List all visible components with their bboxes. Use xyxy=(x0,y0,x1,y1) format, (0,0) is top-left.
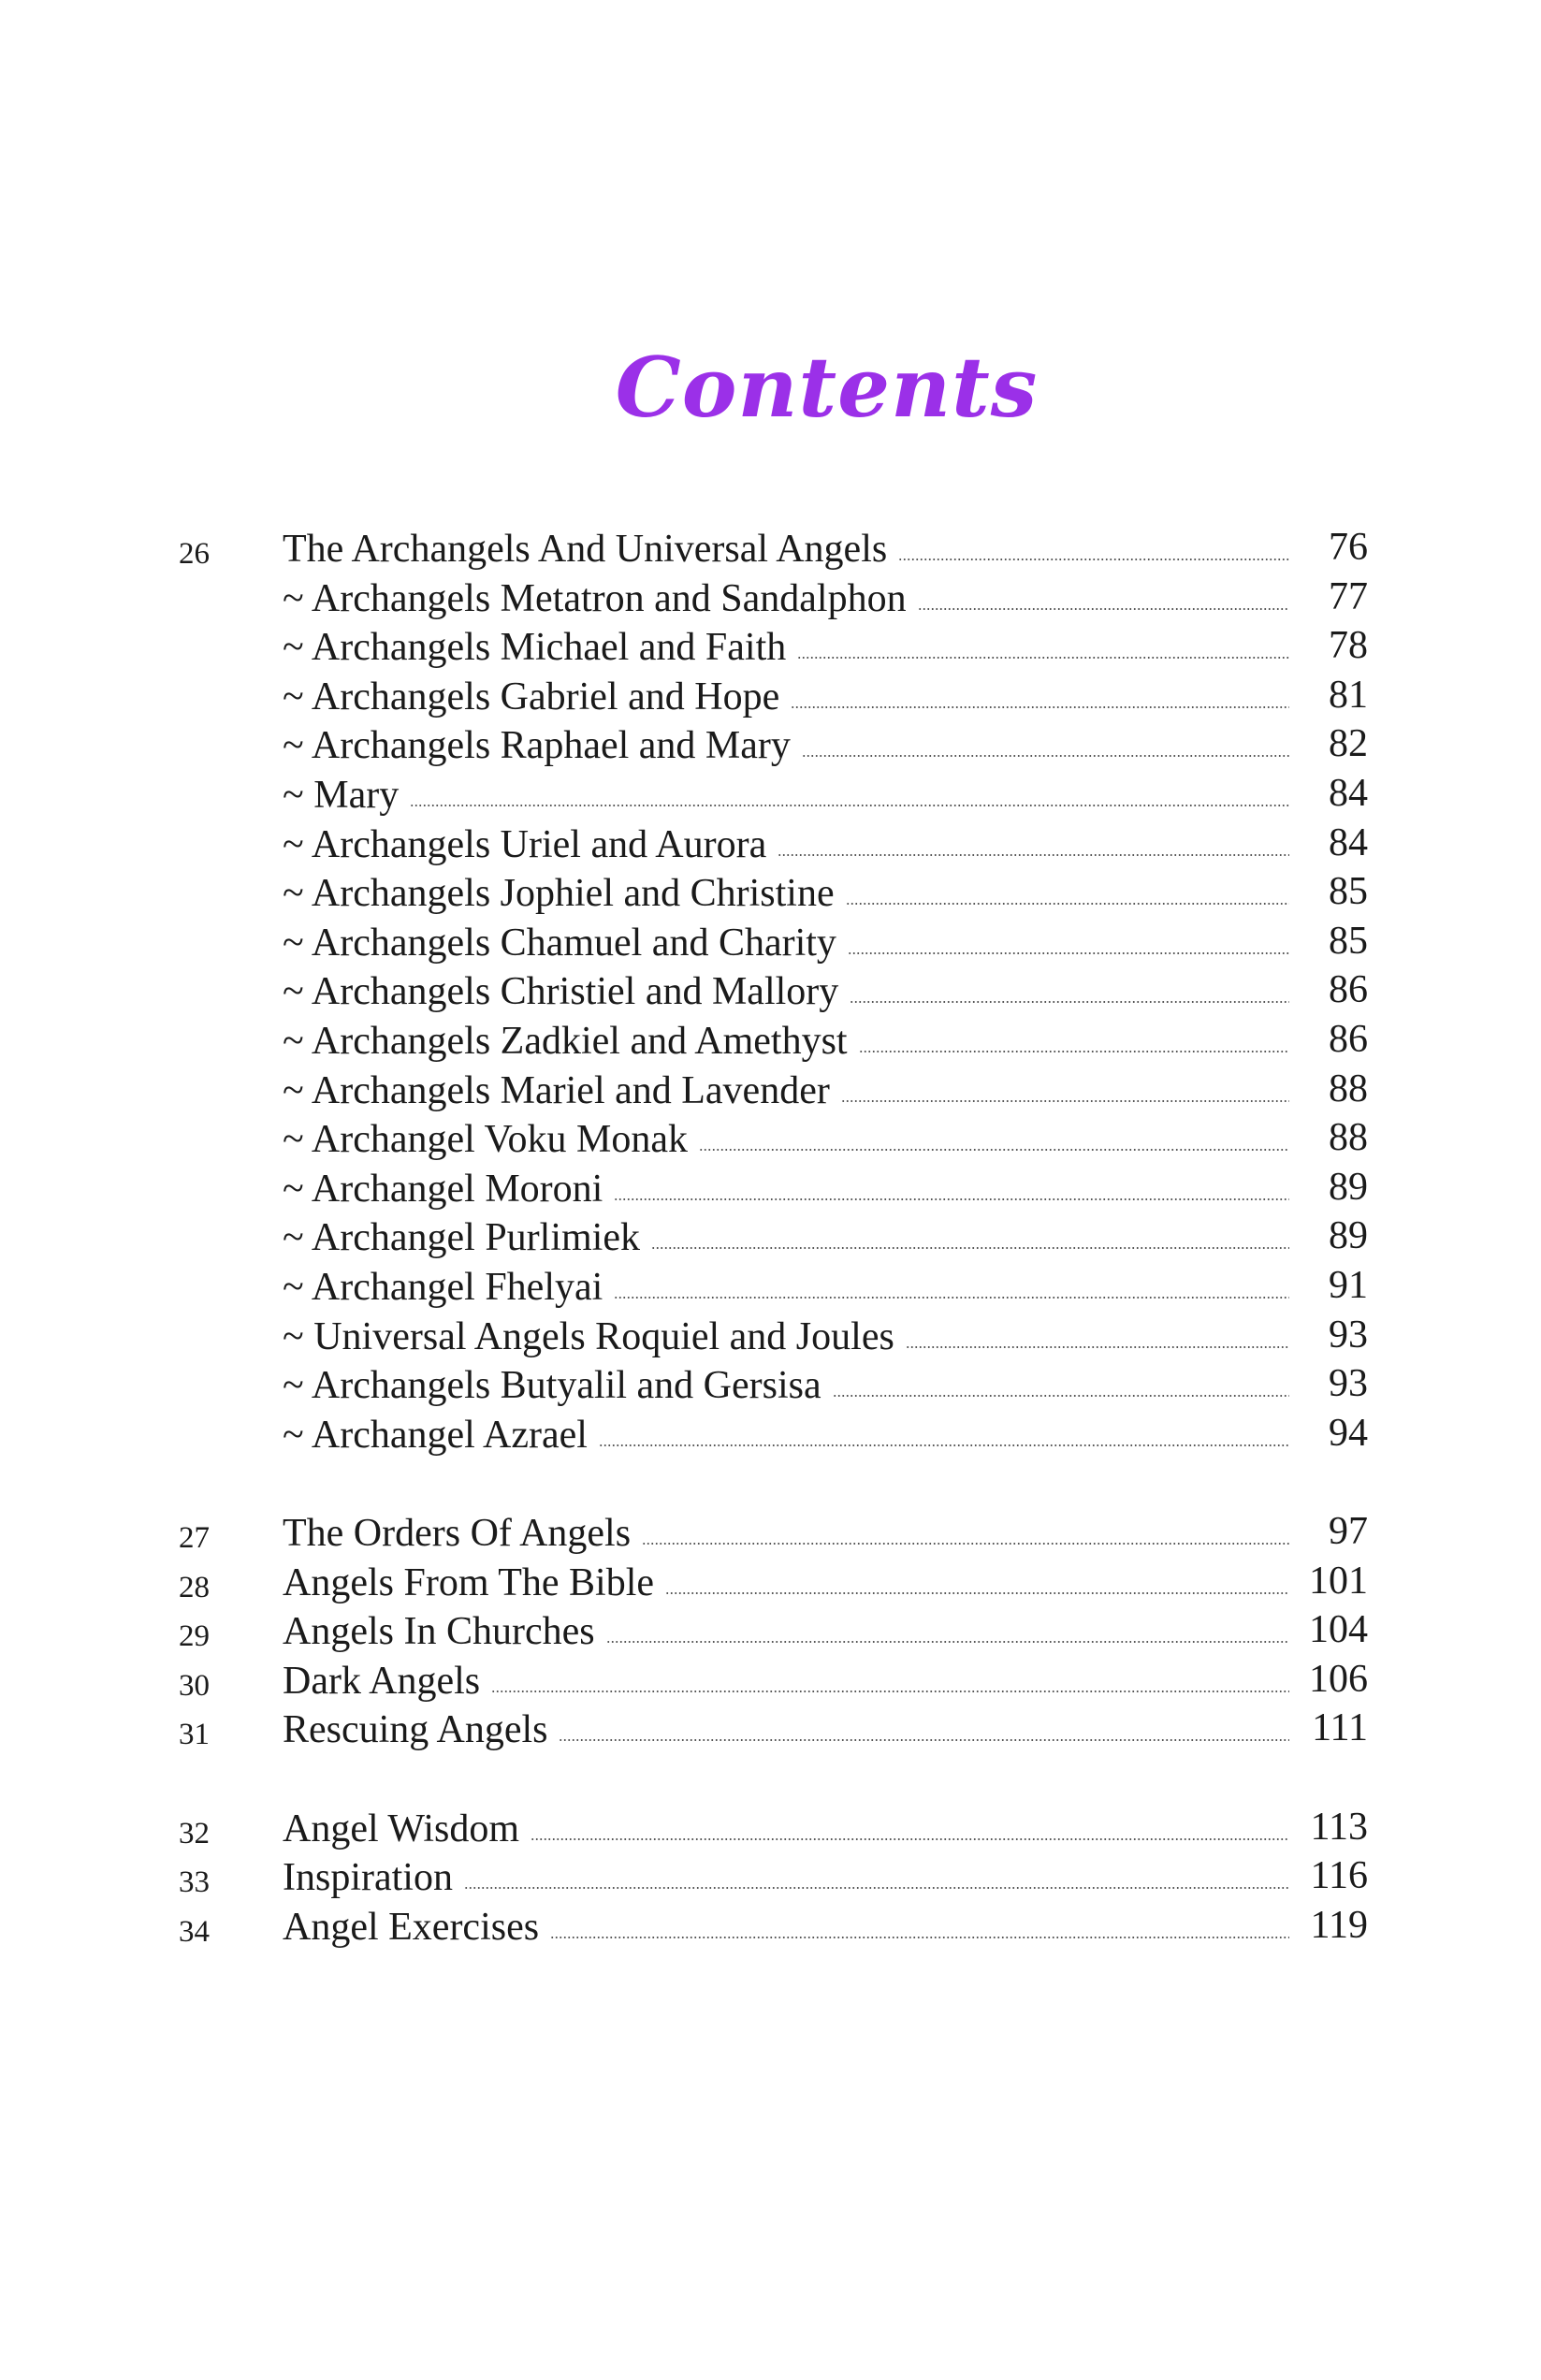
page-number: 88 xyxy=(1329,1116,1368,1160)
toc-entry[interactable] xyxy=(0,1804,1541,1852)
page-number: 97 xyxy=(1329,1510,1368,1553)
toc-entry[interactable] xyxy=(0,1066,1541,1114)
toc-entry[interactable] xyxy=(0,1164,1541,1212)
entry-title: ~ Archangel Fhelyai xyxy=(283,1266,603,1309)
entry-title: ~ Archangels Zadkiel and Amethyst xyxy=(283,1020,848,1063)
entry-title: Rescuing Angels xyxy=(283,1708,548,1752)
toc-entry[interactable] xyxy=(0,1212,1541,1261)
dot-leader xyxy=(559,1739,1289,1741)
chapter-number: 33 xyxy=(179,1865,210,1900)
dot-leader xyxy=(802,755,1289,757)
toc-entry[interactable] xyxy=(0,1558,1541,1606)
entry-title: The Archangels And Universal Angels xyxy=(283,528,888,571)
entry-title: ~ Archangels Christiel and Mallory xyxy=(283,970,839,1014)
toc-entry[interactable] xyxy=(0,1902,1541,1951)
toc-entry[interactable] xyxy=(0,524,1541,573)
toc-entry[interactable] xyxy=(0,1114,1541,1163)
page-number: 76 xyxy=(1329,526,1368,569)
toc-entry[interactable] xyxy=(0,918,1541,966)
page-number: 86 xyxy=(1329,968,1368,1012)
page-number: 111 xyxy=(1312,1706,1368,1750)
dot-leader xyxy=(850,1001,1289,1003)
entry-title: ~ Archangel Azrael xyxy=(283,1413,588,1457)
chapter-number: 28 xyxy=(179,1570,210,1604)
entry-title: ~ Archangels Metatron and Sandalphon xyxy=(283,576,907,620)
entry-title: Angels From The Bible xyxy=(283,1560,655,1604)
dot-leader xyxy=(841,1100,1289,1102)
page-number: 104 xyxy=(1309,1608,1368,1652)
page-number: 101 xyxy=(1309,1559,1368,1603)
page-number: 93 xyxy=(1329,1313,1368,1357)
entry-title: ~ Archangel Voku Monak xyxy=(283,1118,688,1162)
dot-leader xyxy=(550,1937,1289,1938)
page-number: 86 xyxy=(1329,1018,1368,1061)
chapter-number: 31 xyxy=(179,1718,210,1752)
chapter-number: 34 xyxy=(179,1914,210,1949)
entry-title: ~ Universal Angels Roquiel and Joules xyxy=(283,1314,894,1358)
page-number: 84 xyxy=(1329,772,1368,815)
dot-leader xyxy=(848,952,1289,954)
dot-leader xyxy=(614,1297,1289,1299)
dot-leader xyxy=(642,1543,1289,1545)
entry-title: ~ Mary xyxy=(283,774,400,817)
dot-leader xyxy=(531,1838,1289,1840)
chapter-number: 26 xyxy=(179,537,210,571)
toc-entry[interactable] xyxy=(0,672,1541,720)
toc-entry[interactable] xyxy=(0,1705,1541,1753)
page-number: 81 xyxy=(1329,673,1368,717)
dot-leader xyxy=(464,1887,1289,1889)
toc-entry[interactable] xyxy=(0,1852,1541,1901)
entry-title: The Orders Of Angels xyxy=(283,1512,632,1555)
page-number: 78 xyxy=(1329,624,1368,668)
toc-entry[interactable] xyxy=(0,820,1541,868)
toc-entry[interactable] xyxy=(0,1606,1541,1655)
entry-title: Angels In Churches xyxy=(283,1610,595,1654)
chapter-number: 29 xyxy=(179,1619,210,1654)
dot-leader xyxy=(699,1149,1289,1151)
entry-title: ~ Archangel Purlimiek xyxy=(283,1216,640,1260)
dot-leader xyxy=(606,1641,1289,1643)
page-number: 88 xyxy=(1329,1067,1368,1110)
dot-leader xyxy=(778,854,1289,856)
dot-leader xyxy=(846,903,1289,905)
dot-leader xyxy=(859,1051,1289,1052)
page-number: 116 xyxy=(1310,1854,1368,1898)
page-number: 113 xyxy=(1310,1805,1368,1849)
toc-entry[interactable] xyxy=(0,770,1541,819)
page-number: 85 xyxy=(1329,870,1368,914)
toc-entry[interactable] xyxy=(0,1508,1541,1557)
entry-title: ~ Archangels Raphael and Mary xyxy=(283,724,791,768)
dot-leader xyxy=(614,1198,1289,1200)
entry-title: ~ Archangels Gabriel and Hope xyxy=(283,675,780,718)
chapter-number: 30 xyxy=(179,1668,210,1703)
toc-entry[interactable] xyxy=(0,622,1541,671)
entry-title: Inspiration xyxy=(283,1856,453,1900)
toc-entry[interactable] xyxy=(0,966,1541,1015)
page-number: 84 xyxy=(1329,820,1368,864)
dot-leader xyxy=(906,1346,1289,1348)
entry-title: ~ Archangels Mariel and Lavender xyxy=(283,1068,830,1112)
entry-title: ~ Archangels Butyalil and Gersisa xyxy=(283,1364,821,1408)
entry-title: ~ Archangels Jophiel and Christine xyxy=(283,872,835,916)
page-number: 89 xyxy=(1329,1214,1368,1258)
toc-entry[interactable] xyxy=(0,1410,1541,1458)
dot-leader xyxy=(797,657,1289,659)
page-number: 93 xyxy=(1329,1362,1368,1406)
dot-leader xyxy=(599,1444,1289,1446)
entry-title: Dark Angels xyxy=(283,1659,481,1703)
toc-entry[interactable] xyxy=(0,1656,1541,1705)
page-number: 91 xyxy=(1329,1264,1368,1307)
entry-title: ~ Archangel Moroni xyxy=(283,1167,603,1211)
toc-entry[interactable] xyxy=(0,720,1541,769)
dot-leader xyxy=(665,1592,1289,1594)
toc-entry[interactable] xyxy=(0,1262,1541,1311)
toc-entry[interactable] xyxy=(0,1016,1541,1065)
toc-entry[interactable] xyxy=(0,868,1541,917)
page-number: 77 xyxy=(1329,574,1368,618)
toc-entry[interactable] xyxy=(0,573,1541,622)
page-number: 94 xyxy=(1329,1411,1368,1455)
page-number: 85 xyxy=(1329,919,1368,963)
dot-leader xyxy=(491,1691,1289,1692)
page-number: 82 xyxy=(1329,722,1368,766)
entry-title: Angel Exercises xyxy=(283,1905,540,1949)
entry-title: Angel Wisdom xyxy=(283,1807,520,1850)
page-number: 89 xyxy=(1329,1165,1368,1209)
dot-leader xyxy=(791,706,1289,708)
entry-title: ~ Archangels Uriel and Aurora xyxy=(283,822,767,866)
entry-title: ~ Archangels Michael and Faith xyxy=(283,626,787,670)
dot-leader xyxy=(410,805,1289,806)
page-number: 119 xyxy=(1310,1903,1368,1947)
toc-entry[interactable] xyxy=(0,1312,1541,1360)
page-title: Contents xyxy=(615,338,1039,436)
dot-leader xyxy=(898,559,1289,560)
dot-leader xyxy=(918,608,1289,610)
chapter-number: 27 xyxy=(179,1521,210,1555)
toc-entry[interactable] xyxy=(0,1360,1541,1409)
page-number: 106 xyxy=(1309,1657,1368,1701)
dot-leader xyxy=(651,1247,1289,1249)
chapter-number: 32 xyxy=(179,1816,210,1850)
dot-leader xyxy=(833,1395,1289,1397)
entry-title: ~ Archangels Chamuel and Charity xyxy=(283,921,836,965)
